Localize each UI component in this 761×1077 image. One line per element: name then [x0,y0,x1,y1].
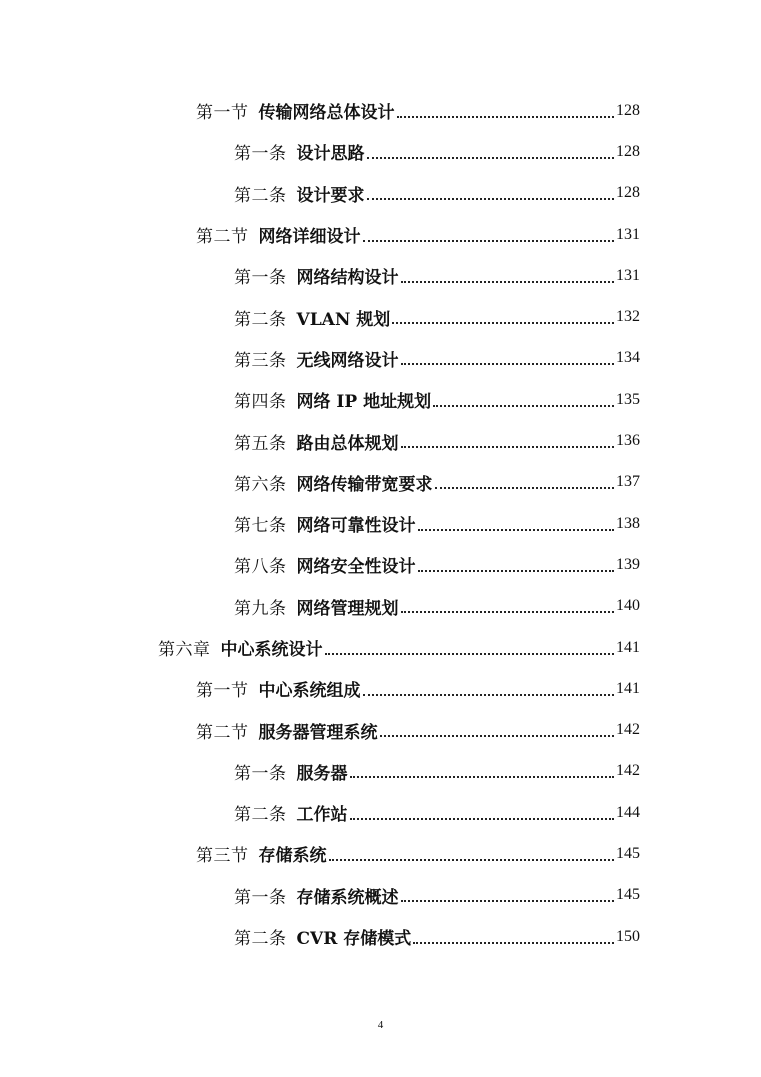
toc-entry-page: 142 [616,762,640,780]
toc-entry-number: 第六章 [158,640,211,660]
toc-entry-title: 服务器 [296,763,348,784]
toc-dot-leader [350,776,615,778]
toc-entry[interactable] [0,875,761,916]
toc-entry-number: 第一条 [234,887,287,908]
toc-dot-leader [401,281,615,283]
toc-entry-title: 无线网络设计 [296,350,399,371]
toc-entry-page: 141 [616,679,640,697]
toc-entry-title: 网络 IP 地址规划 [296,392,432,413]
toc-entry-page: 144 [616,803,640,821]
toc-entry[interactable] [0,709,761,750]
toc-dot-leader [401,900,615,902]
toc-entry-title: 中心系统设计 [220,640,323,660]
toc-entry-number: 第三节 [196,846,249,867]
toc-entry-number: 第六条 [234,474,287,495]
toc-entry-title: CVR 存储模式 [296,929,412,950]
toc-entry-number: 第四条 [234,392,287,413]
toc-entry[interactable] [0,338,761,379]
toc-dot-leader [329,859,615,861]
toc-dot-leader [363,694,615,696]
toc-entry[interactable] [0,90,761,131]
toc-entry-title: 设计思路 [296,144,365,165]
toc-entry-title: 存储系统概述 [296,887,399,908]
toc-dot-leader [350,818,615,820]
toc-entry-title: 路由总体规划 [296,433,399,454]
toc-entry-page: 142 [616,721,640,739]
toc-entry[interactable] [0,379,761,420]
toc-entry[interactable] [0,751,761,792]
toc-dot-leader [433,405,614,407]
toc-entry[interactable] [0,503,761,544]
table-of-contents [0,90,761,957]
toc-entry[interactable] [0,586,761,627]
toc-entry-page: 136 [616,432,640,450]
toc-dot-leader [401,446,615,448]
toc-entry-number: 第一条 [234,268,287,289]
toc-entry-title: 网络结构设计 [296,268,399,289]
toc-entry-title: 工作站 [296,805,348,826]
toc-entry-page: 145 [616,844,640,862]
toc-entry[interactable] [0,462,761,503]
toc-entry-number: 第一条 [234,144,287,165]
toc-entry-page: 131 [616,225,640,243]
toc-entry[interactable] [0,420,761,461]
toc-entry-page: 128 [616,142,640,160]
toc-entry-title: 存储系统 [258,846,327,867]
toc-dot-leader [380,735,615,737]
toc-entry-number: 第二条 [234,929,287,950]
toc-entry[interactable] [0,255,761,296]
toc-entry-number: 第二节 [196,227,249,248]
toc-dot-leader [397,116,615,118]
toc-entry[interactable] [0,131,761,172]
toc-entry-page: 150 [616,927,640,945]
toc-entry-number: 第七条 [234,516,287,537]
toc-entry-number: 第一条 [234,763,287,784]
toc-entry-page: 128 [616,184,640,202]
toc-entry-page: 131 [616,266,640,284]
toc-entry-number: 第二条 [234,309,287,330]
toc-entry[interactable] [0,668,761,709]
toc-entry-number: 第三条 [234,350,287,371]
toc-entry-title: 网络传输带宽要求 [296,474,433,495]
toc-entry-title: 设计要求 [296,185,365,206]
toc-entry-page: 132 [616,308,640,326]
toc-entry-number: 第一节 [196,103,249,124]
toc-entry[interactable] [0,296,761,337]
toc-entry-title: 传输网络总体设计 [258,103,395,124]
toc-entry-number: 第二条 [234,805,287,826]
toc-entry-title: 网络可靠性设计 [296,516,416,537]
page-number: 4 [377,1019,384,1031]
toc-entry-page: 140 [616,597,640,615]
toc-entry-page: 137 [616,473,640,491]
toc-entry-number: 第五条 [234,433,287,454]
toc-entry-page: 139 [616,555,640,573]
toc-entry[interactable] [0,173,761,214]
toc-entry-title: 网络安全性设计 [296,557,416,578]
toc-entry-page: 141 [616,638,640,656]
toc-entry-number: 第八条 [234,557,287,578]
toc-dot-leader [367,198,615,200]
toc-entry[interactable] [0,833,761,874]
toc-entry-title: 中心系统组成 [258,681,361,702]
toc-dot-leader [401,363,615,365]
toc-entry-title: 网络管理规划 [296,598,399,619]
toc-entry-number: 第二节 [196,722,249,743]
toc-dot-leader [363,240,615,242]
toc-entry[interactable] [0,544,761,585]
toc-dot-leader [435,487,615,489]
toc-entry-page: 138 [616,514,640,532]
toc-dot-leader [367,157,615,159]
toc-dot-leader [413,942,614,944]
toc-entry-page: 134 [616,349,640,367]
toc-entry-page: 145 [616,886,640,904]
toc-entry[interactable] [0,214,761,255]
toc-dot-leader [401,611,615,613]
toc-dot-leader [392,322,614,324]
toc-entry-title: 网络详细设计 [258,227,361,248]
toc-entry-page: 135 [616,390,640,408]
toc-dot-leader [418,529,615,531]
toc-entry-page: 128 [616,101,640,119]
toc-entry-number: 第一节 [196,681,249,702]
toc-dot-leader [325,653,615,655]
toc-entry-number: 第二条 [234,185,287,206]
toc-entry-title: VLAN 规划 [296,309,391,330]
toc-entry[interactable] [0,916,761,957]
toc-dot-leader [418,570,615,572]
toc-entry-title: 服务器管理系统 [258,722,378,743]
toc-entry[interactable] [0,792,761,833]
toc-entry[interactable] [0,627,761,668]
toc-entry-number: 第九条 [234,598,287,619]
